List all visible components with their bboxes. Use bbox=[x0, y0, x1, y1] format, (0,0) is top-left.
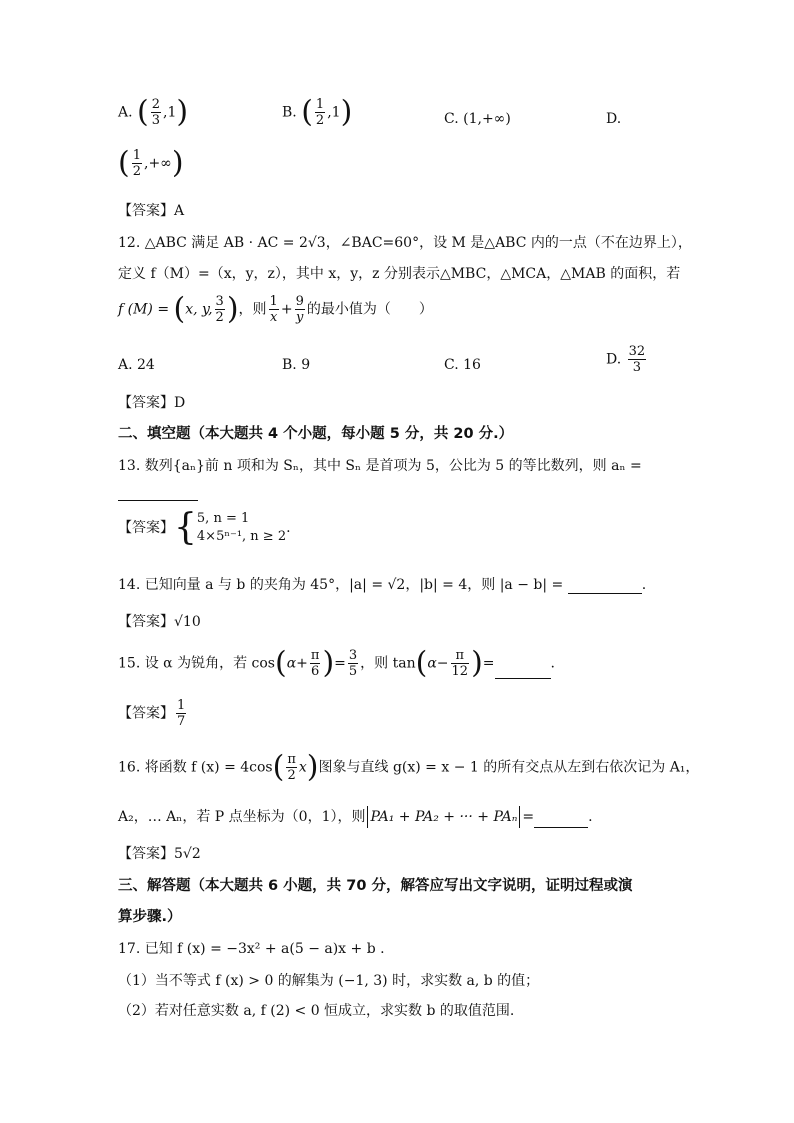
q12-line3 bbox=[118, 291, 433, 327]
answer-tag: 【答案】 bbox=[118, 846, 174, 862]
fraction bbox=[132, 148, 142, 179]
numerator: 1 bbox=[315, 97, 325, 112]
fraction bbox=[286, 752, 297, 783]
denominator: 2 bbox=[287, 768, 296, 783]
norm-bar-right bbox=[519, 806, 520, 828]
equals-sign: = bbox=[334, 655, 346, 672]
right-paren: ) bbox=[340, 94, 353, 130]
q11-option-c bbox=[444, 110, 511, 128]
numerator: 3 bbox=[348, 648, 358, 663]
q12-option-c: C. 16 bbox=[444, 357, 481, 373]
fraction bbox=[215, 294, 225, 325]
norm-bar-left bbox=[367, 806, 368, 828]
answer-tag: 【答案】 bbox=[118, 614, 174, 630]
period: . bbox=[641, 577, 647, 593]
right-paren: ) bbox=[176, 94, 189, 130]
q17-part2: （2）若对任意实数 a, f (2) < 0 恒成立，求实数 b 的取值范围. bbox=[118, 1003, 515, 1019]
question-text: 14. 已知向量 a 与 b 的夹角为 45°，|a| = √2，|b| = 4，则 |a − b| = bbox=[118, 577, 564, 593]
case-1: 5, n = 1 bbox=[196, 511, 250, 526]
q12-answer bbox=[118, 394, 185, 412]
variable: x bbox=[298, 759, 307, 776]
answer-blank bbox=[495, 678, 551, 679]
question-text: A₂，… Aₙ，若 P 点坐标为（0，1），则 bbox=[118, 809, 366, 825]
q16-line1 bbox=[118, 749, 700, 785]
answer-tag: 【答案】 bbox=[118, 520, 174, 536]
q11-option-d-label bbox=[606, 110, 621, 128]
angle-expr: α− bbox=[427, 655, 449, 672]
denominator: 12 bbox=[451, 664, 469, 679]
q16-answer bbox=[118, 845, 201, 863]
left-paren: ( bbox=[137, 94, 149, 130]
period: . bbox=[588, 809, 593, 825]
numerator: 32 bbox=[628, 344, 646, 359]
question-text: 16. 将函数 f (x) = 4cos bbox=[118, 759, 273, 776]
denominator: 2 bbox=[215, 310, 224, 325]
section-heading-solve-line1: 三、解答题（本大题共 6 小题，共 70 分，解答应写出文字说明，证明过程或演 bbox=[118, 878, 633, 894]
left-paren: ( bbox=[173, 291, 186, 327]
section-heading-solve-line2: 算步骤.） bbox=[118, 909, 182, 925]
right-paren: ) bbox=[306, 749, 319, 785]
q12-line2: 定义 f（M）=（x，y，z），其中 x，y，z 分别表示△MBC，△MCA，△MAB 的面积，若 bbox=[118, 266, 681, 282]
answer-blank bbox=[534, 827, 588, 828]
numerator: 1 bbox=[177, 698, 186, 713]
fraction bbox=[315, 97, 325, 128]
numerator: π bbox=[310, 648, 320, 663]
q17-part1: （1）当不等式 f (x) > 0 的解集为 (−1, 3) 时，求实数 a, b 的值； bbox=[118, 973, 540, 989]
q11-option-b bbox=[282, 94, 353, 130]
period: . bbox=[550, 655, 555, 672]
option-label: D. bbox=[606, 351, 622, 368]
numerator: 9 bbox=[295, 294, 304, 309]
connector-text: ，则 bbox=[238, 301, 267, 318]
left-paren: ( bbox=[272, 749, 285, 785]
numerator: 1 bbox=[132, 148, 141, 163]
tuple-vars: x, y, bbox=[185, 301, 213, 318]
answer-tag: 【答案】 bbox=[118, 203, 174, 219]
denominator: 7 bbox=[177, 714, 186, 729]
right-paren: ) bbox=[226, 291, 239, 327]
numerator: π bbox=[287, 752, 296, 767]
numerator: π bbox=[455, 648, 465, 663]
option-label: B. bbox=[282, 104, 297, 121]
equals-sign: = bbox=[482, 655, 495, 672]
right-paren: ) bbox=[471, 645, 483, 681]
fraction bbox=[451, 648, 470, 679]
left-paren: ( bbox=[274, 645, 287, 681]
fraction bbox=[295, 294, 305, 325]
q15-answer bbox=[118, 698, 188, 729]
option-tail: ,+∞ bbox=[144, 155, 172, 172]
denominator: 5 bbox=[348, 664, 358, 679]
option-tail: ,1 bbox=[327, 104, 341, 121]
answer-blank bbox=[568, 593, 642, 594]
denominator: 2 bbox=[132, 164, 141, 179]
q14-line bbox=[118, 576, 646, 594]
fraction bbox=[176, 698, 186, 729]
q15-line bbox=[118, 645, 555, 681]
numerator: 3 bbox=[215, 294, 224, 309]
answer-value: 5√2 bbox=[174, 846, 201, 862]
denominator: 3 bbox=[632, 360, 642, 375]
q13-answer bbox=[118, 507, 291, 548]
fraction bbox=[348, 648, 358, 679]
denominator: 6 bbox=[311, 664, 320, 679]
denominator: 2 bbox=[315, 113, 325, 128]
question-text-tail: 图象与直线 g(x) = x − 1 的所有交点从左到右依次记为 A₁， bbox=[318, 759, 700, 776]
q11-answer bbox=[118, 202, 184, 220]
q16-line2 bbox=[118, 806, 593, 828]
left-paren: ( bbox=[415, 645, 428, 681]
left-brace: { bbox=[174, 507, 197, 548]
denominator: x bbox=[270, 310, 278, 325]
q11-option-d-value bbox=[118, 145, 184, 181]
case-2: 4×5ⁿ⁻¹, n ≥ 2 bbox=[196, 529, 287, 544]
q12-option-d bbox=[606, 344, 648, 375]
numerator: 1 bbox=[269, 294, 278, 309]
q12-line1: 12. △ABC 满足 AB · AC = 2√3，∠BAC=60°，设 M 是△ABC 内的一点（不在边界上）， bbox=[118, 235, 692, 251]
option-label: C. bbox=[444, 111, 459, 127]
angle-expr: α+ bbox=[286, 655, 308, 672]
equals-sign: = bbox=[522, 809, 535, 825]
plus-sign: + bbox=[280, 301, 293, 318]
q14-answer bbox=[118, 613, 201, 631]
option-text: (1,+∞) bbox=[463, 111, 511, 127]
fraction bbox=[310, 648, 321, 679]
numerator: 2 bbox=[151, 97, 161, 112]
connector-text: ，则 tan bbox=[360, 655, 416, 672]
question-text: 15. 设 α 为锐角，若 cos bbox=[118, 655, 275, 672]
answer-tag: 【答案】 bbox=[118, 705, 174, 722]
q17-line1: 17. 已知 f (x) = −3x² + a(5 − a)x + b . bbox=[118, 941, 385, 957]
left-paren: ( bbox=[118, 145, 130, 181]
answer-tag: 【答案】 bbox=[118, 395, 174, 411]
left-paren: ( bbox=[301, 94, 313, 130]
option-label: A. bbox=[118, 104, 133, 121]
option-tail: ,1 bbox=[163, 104, 177, 121]
piecewise-cases bbox=[197, 510, 286, 546]
answer-value: A bbox=[174, 203, 185, 219]
denominator: y bbox=[296, 310, 304, 325]
denominator: 3 bbox=[151, 113, 161, 128]
q12-option-b: B. 9 bbox=[282, 357, 311, 373]
question-tail: 的最小值为（ ） bbox=[306, 301, 433, 318]
vector-sum: PA₁ + PA₂ + ··· + PAₙ bbox=[370, 809, 518, 825]
fraction bbox=[151, 97, 161, 128]
option-label: D. bbox=[606, 111, 622, 127]
q12-option-a: A. 24 bbox=[118, 357, 155, 373]
right-paren: ) bbox=[322, 645, 335, 681]
section-heading-fill-in: 二、填空题（本大题共 4 个小题，每小题 5 分，共 20 分.） bbox=[118, 426, 514, 442]
fraction bbox=[269, 294, 279, 325]
right-paren: ) bbox=[171, 145, 184, 181]
answer-value: √10 bbox=[174, 614, 201, 630]
answer-value: D bbox=[174, 395, 186, 411]
q11-option-a bbox=[118, 94, 189, 130]
function-expression: f (M) = bbox=[118, 301, 174, 318]
fraction bbox=[628, 344, 647, 375]
period: . bbox=[286, 520, 291, 536]
q13-answer-blank bbox=[118, 500, 198, 501]
q13-line1: 13. 数列{aₙ}前 n 项和为 Sₙ，其中 Sₙ 是首项为 5，公比为 5 的等比数列，则 aₙ = bbox=[118, 458, 642, 474]
